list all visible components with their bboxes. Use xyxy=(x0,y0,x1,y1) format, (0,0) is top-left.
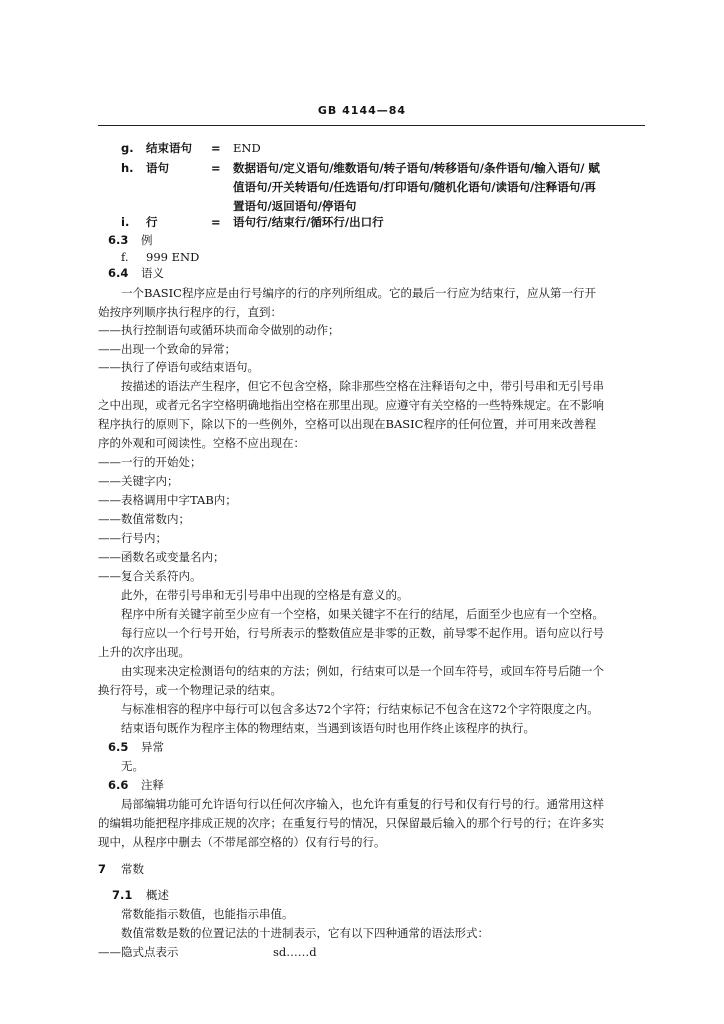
body-line: 无。 xyxy=(121,759,144,773)
definition-value-cont: 值语句/开关转语句/任选语句/打印语句/随机化语句/读语句/注释语句/再 xyxy=(233,180,596,194)
body-line: 程序中所有关键字前至少应有一个空格，如果关键字不在行的结尾，后面至少也应有一个空格。 xyxy=(121,607,604,621)
body-line: 始按序列顺序执行程序的行，直到： xyxy=(98,305,282,319)
list-item: ——出现一个致命的异常； xyxy=(98,342,236,356)
definition-name: 结束语句 xyxy=(146,141,192,155)
section-title: 语义 xyxy=(141,266,164,280)
example-code: 999 END xyxy=(146,250,200,264)
body-line: 之中出现，或者元名字空格明确地指出空格在那里出现。应遵守有关空格的一些特殊规定。在不影响 xyxy=(98,398,604,412)
section-title: 例 xyxy=(141,233,153,247)
list-item: ——行号内； xyxy=(98,531,167,545)
list-item: ——复合关系符内。 xyxy=(98,569,202,583)
list-item: ——数值常数内； xyxy=(98,512,190,526)
section-number: 6.4 xyxy=(108,266,129,280)
body-line: 此外，在带引号串和无引号串中出现的空格是有意义的。 xyxy=(121,588,409,602)
body-line: 上升的次序出现。 xyxy=(98,645,190,659)
body-line: 常数能指示数值，也能指示串值。 xyxy=(121,907,294,921)
header-rule xyxy=(98,125,645,126)
body-line: 程序执行的原则下，除以下的一些例外，空格可以出现在BASIC程序的任何位置，并可用来改善程 xyxy=(98,417,596,431)
definition-eq: = xyxy=(211,215,221,229)
definition-eq: = xyxy=(211,161,221,175)
section-number: 6.3 xyxy=(108,233,129,247)
section-title: 注释 xyxy=(141,778,164,792)
body-line: 换行符号，或一个物理记录的结束。 xyxy=(98,683,282,697)
list-item: ——隐式点表示 xyxy=(98,945,179,959)
body-line: 由实现来决定检测语句的结束的方法；例如，行结束可以是一个回车符号，或回车符号后随一个 xyxy=(121,664,604,678)
list-item: ——执行了停语句或结束语句。 xyxy=(98,360,259,374)
definition-eq: = xyxy=(211,141,221,155)
body-line: 序的外观和可阅读性。空格不应出现在： xyxy=(98,436,305,450)
body-line: 与标准相容的程序中每行可以包含多达72个字符；行结束标记不包含在这72个字符限度之内。 xyxy=(121,702,599,716)
definition-label: i. xyxy=(121,215,130,229)
body-line: 一个BASIC程序应是由行号编序的行的序列所组成。它的最后一行应为结束行，应从第一行开 xyxy=(121,286,596,300)
list-item: ——一行的开始处； xyxy=(98,455,202,469)
body-line: 局部编辑功能可允许语句行以任何次序输入，也允许有重复的行号和仅有行号的行。通常用这样 xyxy=(121,797,604,811)
example-label: f. xyxy=(121,250,129,264)
section-title: 概述 xyxy=(146,888,169,902)
list-item: ——执行控制语句或循环块而命令做别的动作； xyxy=(98,323,340,337)
definition-name: 语句 xyxy=(146,161,169,175)
section-title: 异常 xyxy=(141,740,164,754)
formula: sd……d xyxy=(273,945,317,959)
section-number: 6.6 xyxy=(108,778,129,792)
definition-label: h. xyxy=(121,161,134,175)
body-line: 结束语句既作为程序主体的物理结束，当遇到该语句时也用作终止该程序的执行。 xyxy=(121,721,535,735)
definition-value: END xyxy=(233,141,261,155)
definition-value: 数据语句/定义语句/维数语句/转子语句/转移语句/条件语句/输入语句/ 赋 xyxy=(233,161,600,175)
definition-value: 语句行/结束行/循环行/出口行 xyxy=(233,215,384,229)
list-item: ——表格调用中字TAB内； xyxy=(98,493,237,507)
body-line: 每行应以一个行号开始，行号所表示的整数值应是非零的正数，前导零不起作用。语句应以行号 xyxy=(121,626,604,640)
body-line: 的编辑功能把程序排成正规的次序；在重复行号的情况，只保留最后输入的那个行号的行；在许多实 xyxy=(98,816,604,830)
body-line: 数值常数是数的位置记法的十进制表示，它有以下四种通常的语法形式： xyxy=(121,926,489,940)
definition-value-cont: 置语句/返回语句/停语句 xyxy=(233,199,357,213)
definition-label: g. xyxy=(121,141,134,155)
page-header: GB 4144—84 xyxy=(317,104,407,117)
list-item: ——函数名或变量名内； xyxy=(98,550,225,564)
body-line: 按描述的语法产生程序，但它不包含空格，除非那些空格在注释语句之中，带引号串和无引号串 xyxy=(121,379,604,393)
section-number: 7.1 xyxy=(112,888,133,902)
section-number: 6.5 xyxy=(108,740,129,754)
body-line: 现中，从程序中删去（不带尾部空格的）仅有行号的行。 xyxy=(98,835,386,849)
definition-name: 行 xyxy=(146,215,158,229)
chapter-number: 7 xyxy=(98,862,107,876)
chapter-title: 常数 xyxy=(121,862,144,876)
list-item: ——关键字内； xyxy=(98,474,179,488)
